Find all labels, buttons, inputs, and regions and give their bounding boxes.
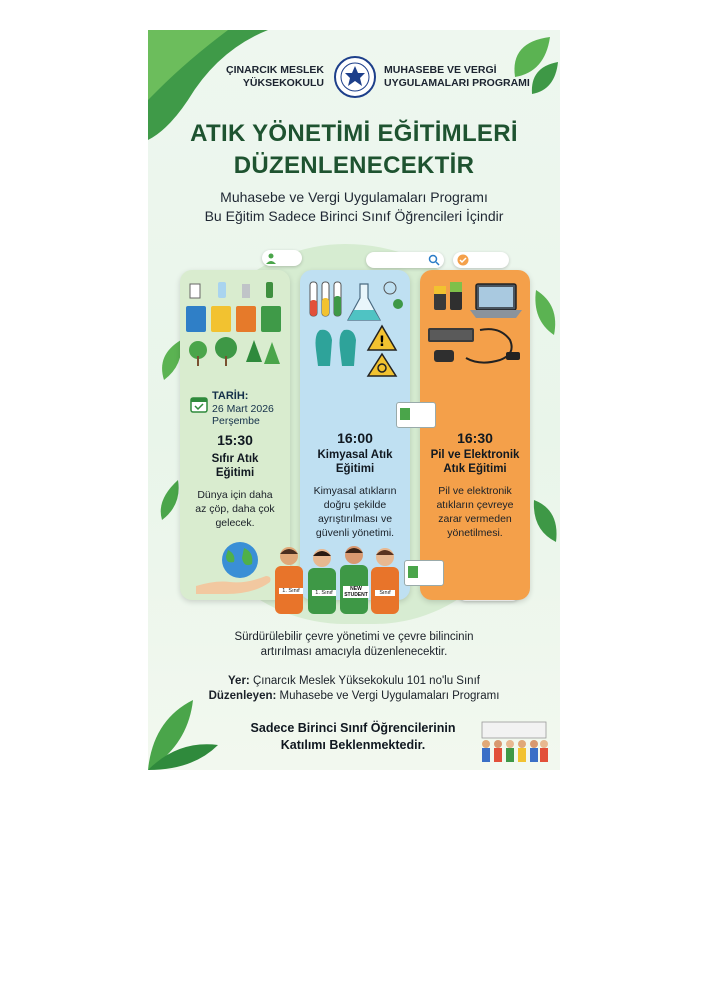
session-desc-line1: Pil ve elektronik xyxy=(438,485,512,497)
session-name xyxy=(300,448,410,476)
date-label: TARİH: xyxy=(212,390,249,402)
students-group-icon xyxy=(272,544,402,614)
session-description xyxy=(304,484,406,540)
student-badge: 1. Sınıf xyxy=(279,588,303,594)
student-badge: Sınıf xyxy=(375,590,395,596)
crowd-with-banner-icon xyxy=(478,720,550,764)
date-weekday: Perşembe xyxy=(212,415,260,427)
session-desc-line2: doğru şekilde xyxy=(323,499,387,511)
closing-message xyxy=(208,720,498,754)
session-desc-line3: ayrıştırılması ve xyxy=(317,513,393,525)
session-name-line2: Atık Eğitimi xyxy=(443,463,507,475)
purpose-line1: Sürdürülebilir çevre yönetimi ve çevre bilincinin xyxy=(234,631,474,643)
globe-in-hand-icon xyxy=(196,540,276,596)
program-name xyxy=(384,64,554,90)
subtitle xyxy=(148,188,560,226)
session-desc-line4: güvenli yönetimi. xyxy=(315,527,395,539)
user-icon xyxy=(265,252,277,264)
chemistry-lab-icon xyxy=(300,270,410,380)
electronics-icon xyxy=(420,270,530,380)
title-line2: DÜZENLENECEKTİR xyxy=(233,152,475,179)
session-name-line1: Kimyasal Atık xyxy=(317,449,393,461)
search-icon xyxy=(428,254,440,266)
user-chip xyxy=(262,250,302,266)
student-badge: 1. Sınıf xyxy=(312,590,336,596)
date-day: 26 Mart 2026 xyxy=(212,403,274,415)
event-details xyxy=(168,674,540,704)
session-name xyxy=(420,448,530,476)
session-description xyxy=(424,484,526,540)
id-card-icon-2 xyxy=(404,560,444,586)
calendar-icon xyxy=(190,395,208,413)
session-description xyxy=(184,488,286,530)
session-desc-line2: atıkların çevreye xyxy=(436,499,514,511)
search-chip xyxy=(366,252,444,268)
place-value: Çınarcık Meslek Yüksekokulu 101 no'lu Sınıf xyxy=(252,675,480,687)
page-title xyxy=(148,118,560,182)
session-name-line1: Sıfır Atık xyxy=(211,453,259,465)
school-logo-icon xyxy=(334,56,376,98)
session-name-line2: Eğitimi xyxy=(215,467,255,479)
session-desc-line1: Kimyasal atıkların xyxy=(313,485,397,497)
recycling-bins-icon xyxy=(180,270,290,380)
closing-line1: Sadece Birinci Sınıf Öğrencilerinin xyxy=(250,721,456,735)
check-icon xyxy=(457,254,469,266)
poster xyxy=(148,30,560,770)
school-name-line2: YÜKSEKOKULU xyxy=(242,77,324,89)
student-badge: NEW STUDENT xyxy=(344,586,368,598)
session-desc-line2: az çöp, daha çok xyxy=(195,503,275,515)
session-desc-line4: yönetilmesi. xyxy=(447,527,503,539)
title-line1: ATIK YÖNETİMİ EĞİTİMLERİ xyxy=(190,120,518,147)
session-desc-line3: zarar vermeden xyxy=(438,513,512,525)
session-name xyxy=(180,452,290,480)
session-card-electronics xyxy=(420,270,530,600)
organizer-row xyxy=(168,689,540,704)
session-desc-line1: Dünya için daha xyxy=(197,489,273,501)
subtitle-line1: Muhasebe ve Vergi Uygulamaları Programı xyxy=(220,189,488,205)
purpose-line2: artırılması amacıyla düzenlenecektir. xyxy=(260,646,448,658)
program-name-line1: MUHASEBE VE VERGİ xyxy=(384,64,497,76)
purpose-text xyxy=(168,630,540,660)
school-name-line1: ÇINARCIK MESLEK xyxy=(225,64,324,76)
check-chip xyxy=(453,252,509,268)
session-time: 15:30 xyxy=(217,432,253,448)
subtitle-line2: Bu Eğitim Sadece Birinci Sınıf Öğrencileri İçindir xyxy=(204,208,504,224)
session-time: 16:00 xyxy=(337,430,373,446)
place-row xyxy=(168,674,540,689)
session-time: 16:30 xyxy=(457,430,493,446)
session-name-line1: Pil ve Elektronik xyxy=(430,449,520,461)
leaf-side-right-icon xyxy=(526,280,560,560)
place-label: Yer: xyxy=(228,675,250,687)
program-name-line2: UYGULAMALARI PROGRAMI xyxy=(384,77,530,89)
school-name xyxy=(214,64,324,90)
organizer-value: Muhasebe ve Vergi Uygulamaları Programı xyxy=(279,690,500,702)
organizer-label: Düzenleyen: xyxy=(208,690,277,702)
session-name-line2: Eğitimi xyxy=(335,463,375,475)
id-card-icon xyxy=(396,402,436,428)
closing-line2: Katılımı Beklenmektedir. xyxy=(280,738,426,752)
session-desc-line3: gelecek. xyxy=(215,517,255,529)
svg-text:!: ! xyxy=(378,334,386,350)
